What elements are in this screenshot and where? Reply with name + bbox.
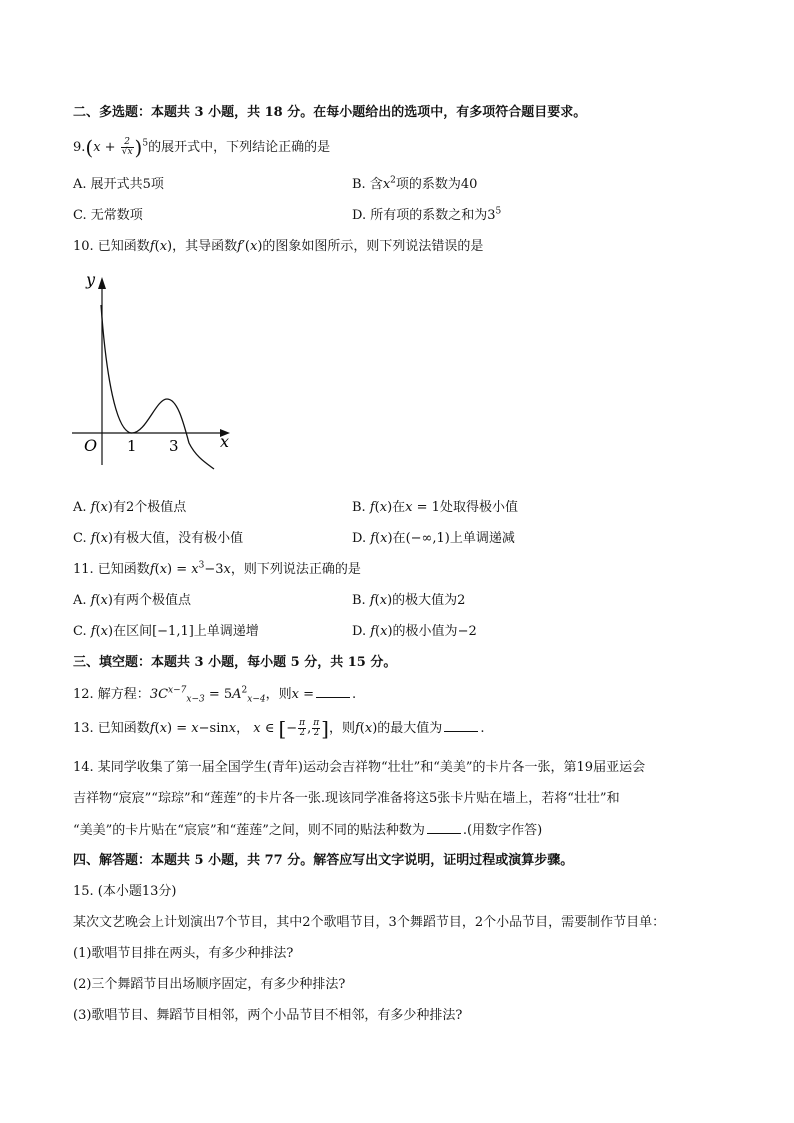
derivative-graph (72, 265, 242, 475)
origin-label: O (84, 436, 98, 455)
q10-option-d: D. f(x)在(−∞,1)上单调递减 (352, 531, 515, 546)
section-multiple-choice-heading: 二、多选题：本题共 3 小题，共 18 分。在每小题给出的选项中，有多项符合题目要求。 (73, 105, 587, 120)
q11-option-b: B. f(x)的极大值为2 (352, 593, 466, 608)
y-axis-label: y (86, 270, 96, 289)
q10-option-b: B. f(x)在x = 1处取得极小值 (352, 500, 518, 515)
tick-label-1: 1 (127, 437, 137, 455)
y-axis-arrow-icon (98, 277, 106, 289)
q10-option-a: A. f(x)有2个极值点 (73, 500, 187, 515)
question-15-stem: 某次文艺晚会上计划演出7个节目，其中2个歌唱节目，3个舞蹈节目，2个小品节目，需要制作节目单： (73, 915, 666, 930)
x-axis-label: x (220, 432, 230, 451)
question-14-line-1: 14. 某同学收集了第一届全国学生(青年)运动会吉祥物“壮壮”和“美美”的卡片各一张，第19届亚运会 (73, 760, 646, 775)
question-12-stem: 12. 解方程：$3C^{x-7}_{x-3} = 5A^2_{x-4}$，则x = . (73, 685, 357, 705)
question-9-stem: 9.(x + $\frac{2}{√x}$ )$^5$的展开式中，下列结论正确的是 (73, 135, 331, 160)
question-11-stem: 11. 已知函数$f(x) = x^3-3x$，则下列说法正确的是 (73, 560, 361, 577)
question-14-line-3: “美美”的卡片贴在“宸宸”和“莲莲”之间，则不同的贴法种数为 .(用数字作答) (73, 823, 543, 838)
question-15-title: 15. (本小题13分) (73, 884, 177, 899)
q13-answer-blank (444, 719, 478, 732)
section-fill-in-heading: 三、填空题：本题共 3 小题，每小题 5 分，共 15 分。 (73, 655, 397, 670)
question-13-stem: 13. 已知函数f(x) = x−sinx， x ∈ [− $\frac{\pi}{2}$ , $\frac{\pi}{2}$ ]，则f(x)的最大值为 . (73, 716, 485, 741)
question-15-part-3: (3)歌唱节目、舞蹈节目相邻，两个小品节目不相邻，有多少种排法? (73, 1008, 463, 1023)
derivative-curve (101, 305, 214, 469)
q9-option-a: A. 展开式共5项 (73, 177, 164, 192)
q9-option-c: C. 无常数项 (73, 208, 143, 223)
q14-answer-blank (427, 821, 461, 834)
tick-label-3: 3 (169, 437, 179, 455)
q10-option-c: C. f(x)有极大值，没有极小值 (73, 531, 244, 546)
q11-option-c: C. f(x)在区间[−1,1]上单调递增 (73, 624, 259, 639)
section-solution-heading: 四、解答题：本题共 5 小题，共 77 分。解答应写出文字说明，证明过程或演算步骤。 (73, 853, 574, 868)
q9-option-b: B. 含$x^2$项的系数为40 (352, 175, 478, 192)
q9-expression: (x + $\frac{2}{√x}$ )$^5$ (85, 135, 149, 160)
question-14-line-2: 吉祥物“宸宸”“琮琮”和“莲莲”的卡片各一张.现该同学准备将这5张卡片贴在墙上，若将“壮壮”和 (73, 791, 620, 806)
question-10-stem: 10. 已知函数f(x)，其导函数f′(x)的图象如图所示，则下列说法错误的是 (73, 239, 484, 254)
q11-option-d: D. f(x)的极小值为−2 (352, 624, 477, 639)
q9-option-d: D. 所有项的系数之和为$3^5$ (352, 206, 502, 223)
question-15-part-1: (1)歌唱节目排在两头，有多少种排法? (73, 946, 294, 961)
q12-answer-blank (316, 685, 350, 698)
question-15-part-2: (2)三个舞蹈节目出场顺序固定，有多少种排法? (73, 977, 346, 992)
q11-option-a: A. f(x)有两个极值点 (73, 593, 191, 608)
